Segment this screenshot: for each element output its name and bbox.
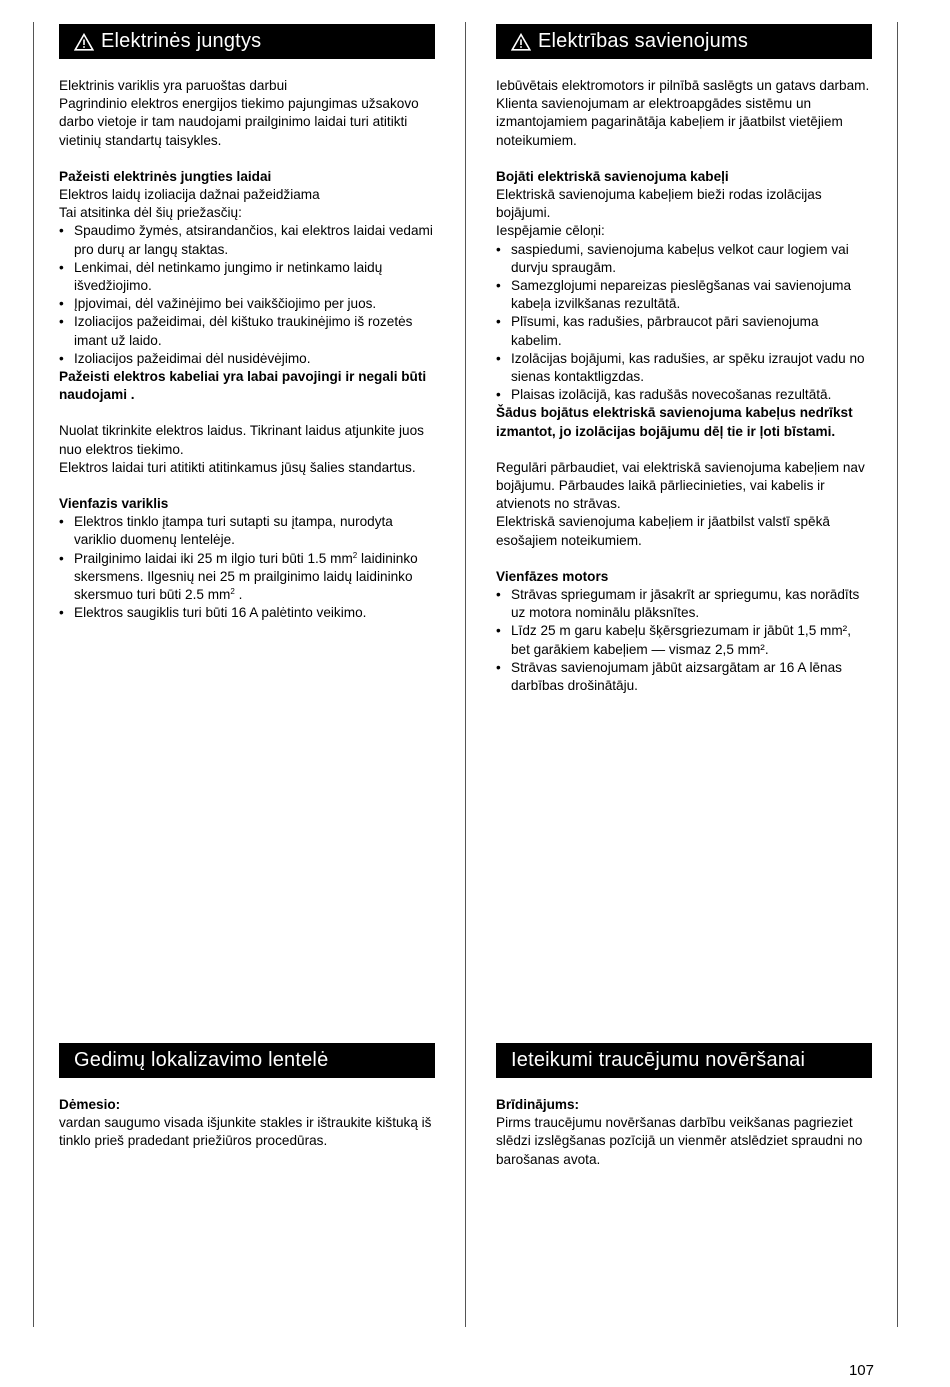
paragraph: Iebūvētais elektromotors ir pilnībā saslēgts un gatavs darbam. [496,78,870,93]
section-header [59,1043,435,1078]
section-title: Elektrinės jungtys [101,30,262,53]
section-title: Gedimų lokalizavimo lentelė [74,1049,329,1072]
subheading: Vienfazis variklis [59,496,169,512]
paragraph: Klienta savienojumam ar elektroapgādes sistēmu un izmantojamiem pagarinātāja kabeļiem ir jāatbilst vietējiem noteikumiem. [496,96,843,148]
list-item: • Līdz 25 m garu kabeļu šķērsgriezumam ir jābūt 1,5 mm², bet garākiem kabeļiem — vismaz 2,5 mm². [496,622,872,658]
list-item: • Spaudimo žymės, atsirandančios, kai elektros laidai vedami pro durų ar langų staktas. [59,222,435,258]
list-item: • Elektros tinklo įtampa turi sutapti su įtampa, nurodyta variklio duomenų lentelėje. [59,513,435,549]
paragraph: Elektriskā savienojuma kabeļiem bieži rodas izolācijas bojājumi. [496,187,822,221]
column-rule [897,22,898,1327]
list-item: • Plaisas izolācijā, kas radušās novecošanas rezultātā. [496,386,872,404]
bullet-list [59,222,435,368]
list-item: • Strāvas spriegumam ir jāsakrīt ar spriegumu, kas norādīts uz motora nominālu plāksnītes. [496,586,872,622]
column-rule [465,22,466,1327]
section-header [59,24,435,59]
left-lower-section [59,1043,435,1151]
list-item: • Lenkimai, dėl netinkamo jungimo ir netinkamo laidų išvedžiojimo. [59,259,435,295]
paragraph: Nuolat tikrinkite elektros laidus. Tikrinant laidus atjunkite juos nuo elektros tiekimo. [59,423,424,457]
subheading: Brīdinājums: [496,1097,580,1112]
subheading: Pažeisti elektrinės jungties laidai [59,168,272,184]
section-header [496,1043,872,1078]
left-column [59,24,435,622]
list-item [59,550,435,605]
warning-text: Šādus bojātus elektriskā savienojuma kabeļus nedrīkst izmantot, jo izolācijas bojājumu dēļ tie ir ļoti bīstami. [496,405,853,439]
list-item: • Izoliacijos pažeidimai, dėl kištuko traukinėjimo iš rozetės imant už laido. [59,313,435,349]
bullet-list [496,586,872,695]
paragraph: Tai atsitinka dėl šių priežasčių: [59,205,242,221]
list-item: • Strāvas savienojumam jābūt aizsargātam ar 16 A lēnas darbības drošinātāju. [496,659,872,695]
list-item-text: Prailginimo laidai iki 25 m ilgio turi būti 1.5 mm [74,550,353,566]
right-column [496,24,872,695]
paragraph: Elektros laidai turi atitikti atitinkamus jūsų šalies standartus. [59,459,416,475]
section-title: Elektrības savienojums [538,30,749,53]
bullet-list [59,513,435,622]
superscript: 2 [352,550,358,560]
section-title: Ieteikumi traucējumu novēršanai [511,1049,806,1072]
paragraph: Pagrindinio elektros energijos tiekimo pajungimas užsakovo darbo vietoje ir tam naudojami prailginimo laidai turi atitikti vietinių standartų taisykles. [59,96,419,148]
list-item-text: laidininko skersmens. Ilgesnių nei 25 m prailginimo laidų laidininko skersmuo turi būti 2.5 mm [74,550,418,603]
right-lower-section [496,1043,872,1169]
paragraph: Iespējamie cēloņi: [496,223,605,239]
list-item: • Izolācijas bojājumi, kas radušies, ar spēku izraujot vadu no sienas kontaktligzdas. [496,350,872,386]
section-header [496,24,872,59]
list-item: • saspiedumi, savienojuma kabeļus velkot caur logiem vai durvju spraugām. [496,241,872,277]
warning-icon [511,33,531,51]
list-item-text: . [234,587,243,603]
subheading: Vienfāzes motors [496,568,609,584]
page-number: 107 [848,1362,874,1379]
bullet-list [496,241,872,405]
paragraph: Elektros laidų izoliacija dažnai pažeidžiama [59,187,320,203]
superscript: 2 [230,587,235,597]
subheading: Dėmesio: [59,1097,121,1112]
paragraph: vardan saugumo visada išjunkite stakles ir ištraukite kištuką iš tinklo prieš pradedant priežiūros procedūras. [59,1115,432,1149]
paragraph: Pirms traucējumu novēršanas darbību veikšanas pagrieziet slēdzi izslēgšanas pozīcijā un vienmēr atslēdziet spraudni no barošanas avota. [496,1115,863,1167]
paragraph: Regulāri pārbaudiet, vai elektriskā savienojuma kabeļiem nav bojājumu. Pārbaudes laikā pārliecinieties, vai kabelis ir atvienots no strāvas. [496,459,865,512]
list-item: • Izoliacijos pažeidimai dėl nusidėvėjimo. [59,350,435,368]
list-item: • Samezglojumi nepareizas pieslēgšanas vai savienojuma kabeļa izvilkšanas rezultātā. [496,277,872,313]
list-item: • Įpjovimai, dėl važinėjimo bei vaikščiojimo per juos. [59,295,435,313]
paragraph: Elektriskā savienojuma kabeļiem ir jāatbilst valstī spēkā esošajiem noteikumiem. [496,514,830,548]
subheading: Bojāti elektriskā savienojuma kabeļi [496,168,729,184]
list-item: • Plīsumi, kas radušies, pārbraucot pāri savienojuma kabelim. [496,313,872,349]
warning-text: Pažeisti elektros kabeliai yra labai pavojingi ir negali būti naudojami . [59,369,427,403]
paragraph: Elektrinis variklis yra paruoštas darbui [59,78,288,93]
warning-icon [74,33,94,51]
list-item: • Elektros saugiklis turi būti 16 A palėtinto veikimo. [59,604,435,622]
column-rule [33,22,34,1327]
